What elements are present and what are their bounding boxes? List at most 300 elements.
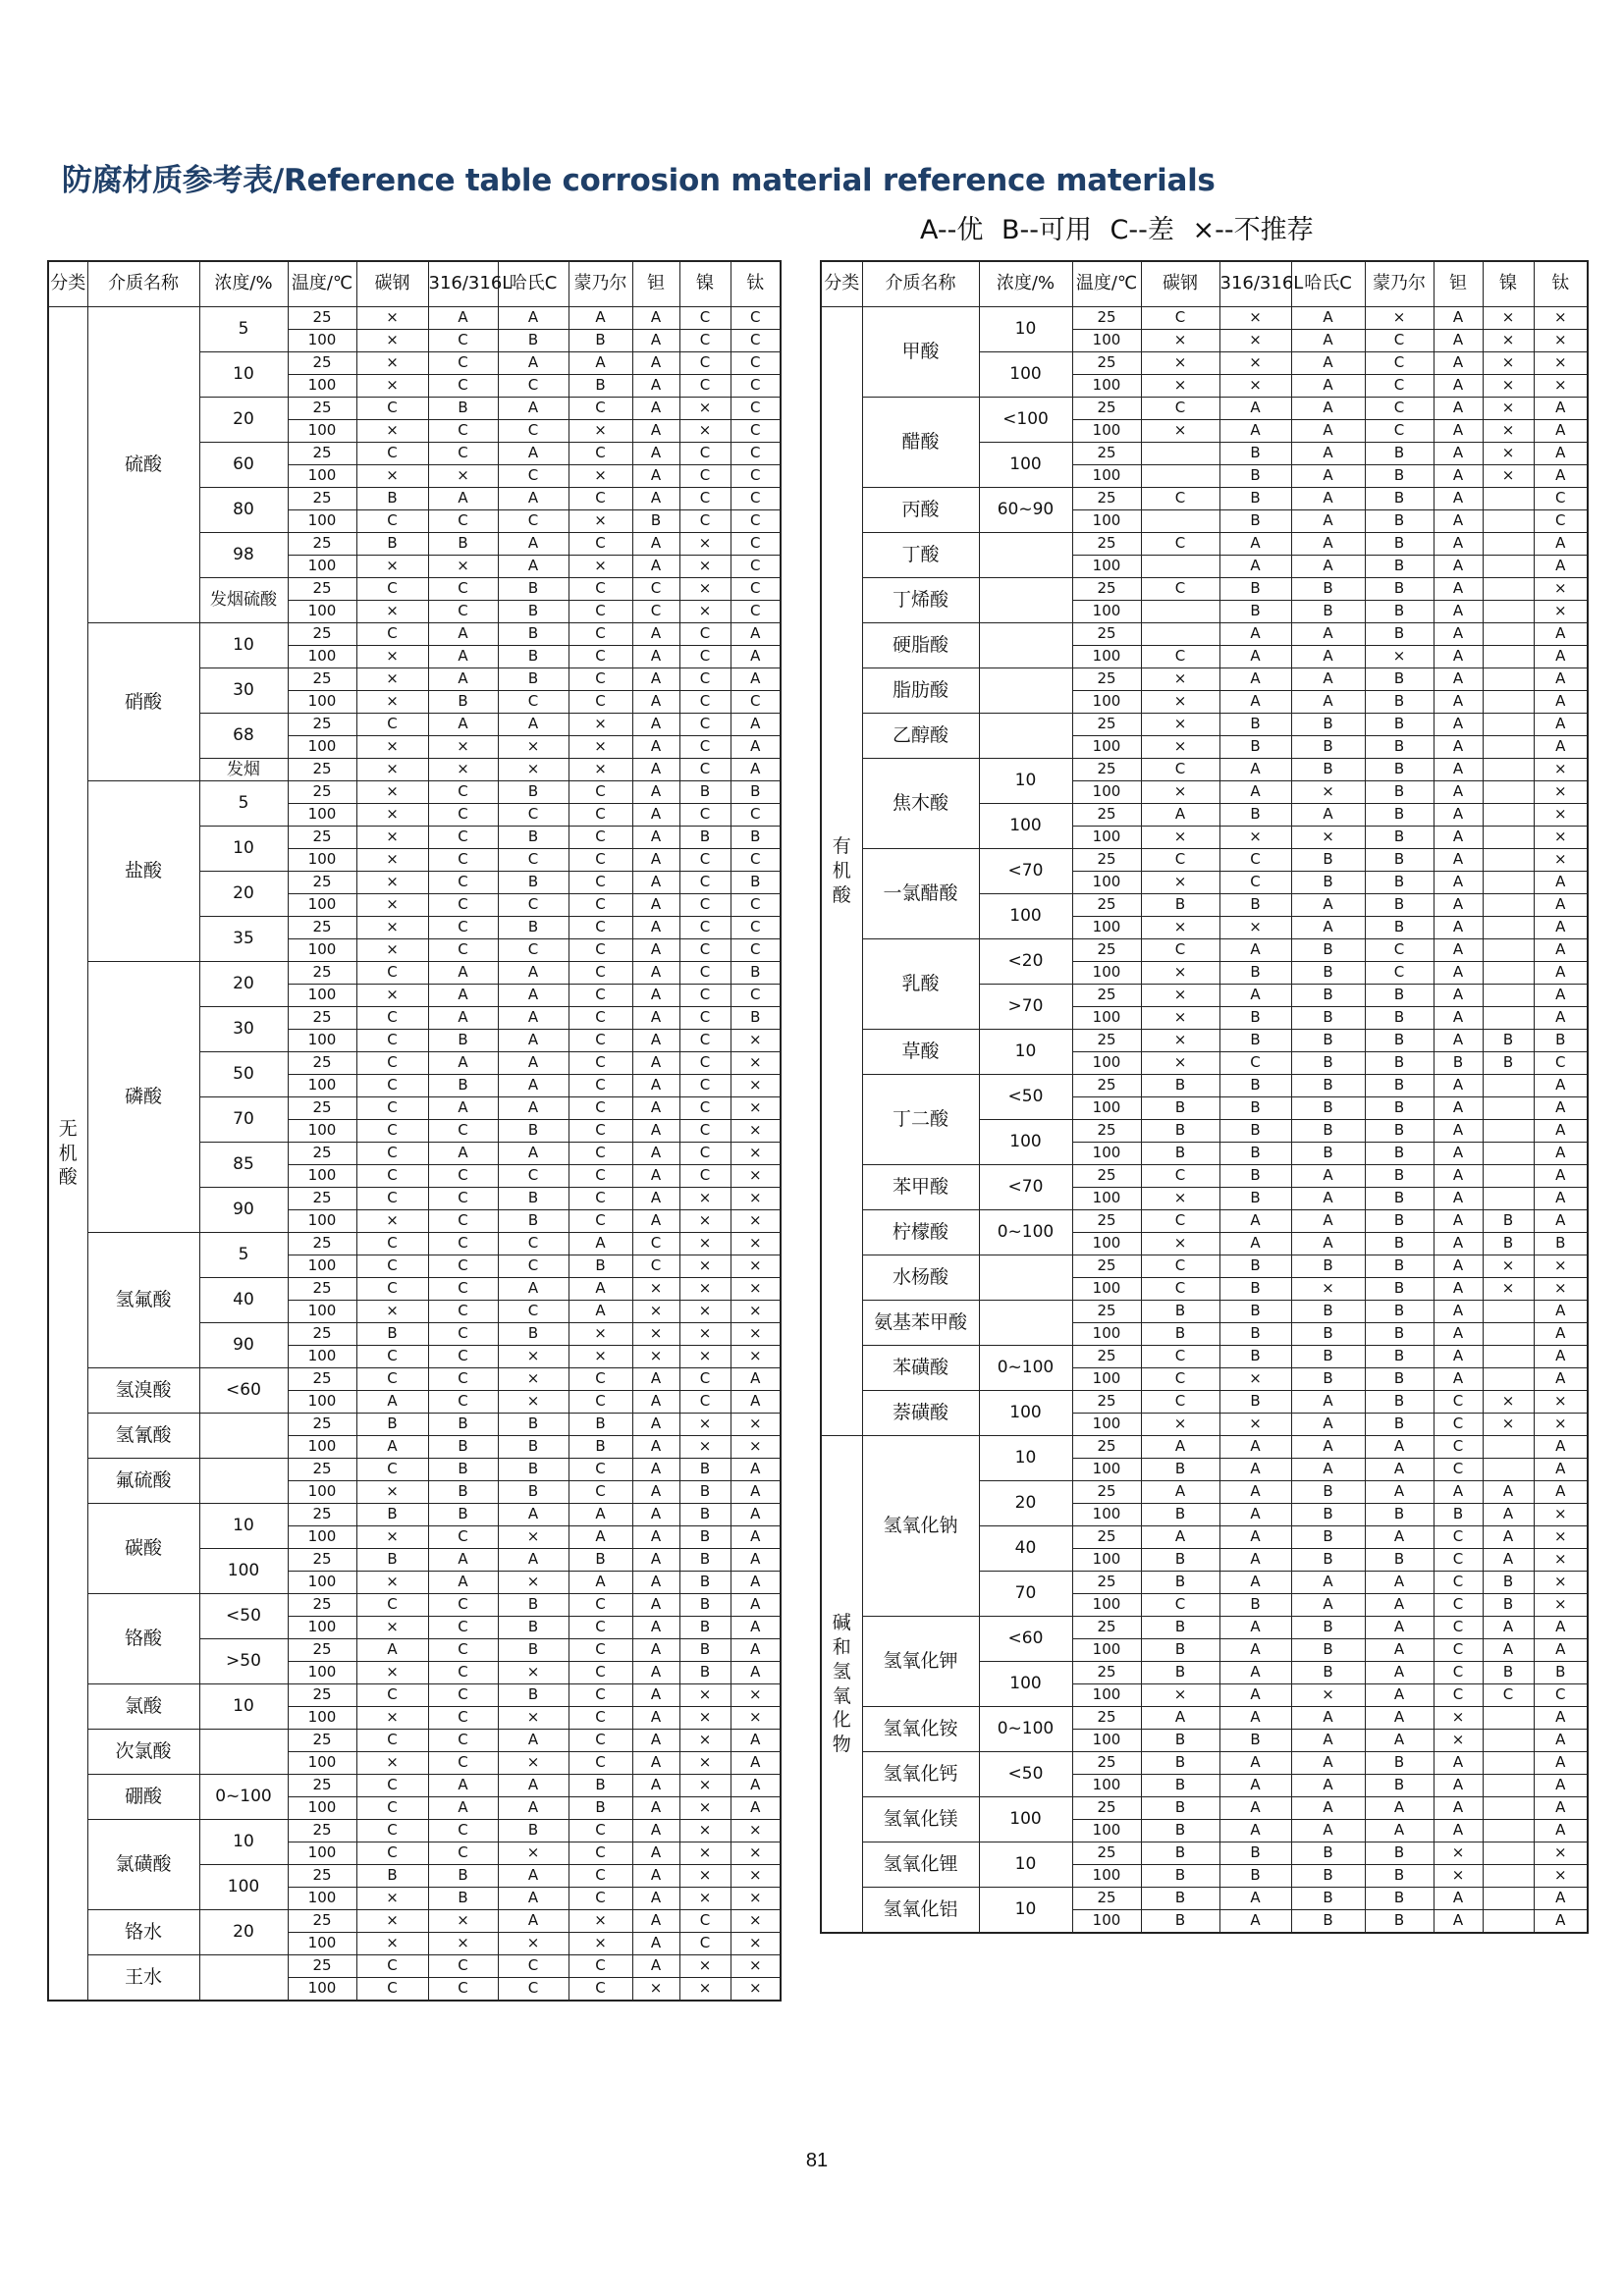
temperature-cell: 25 bbox=[1072, 488, 1141, 510]
concentration-cell: 10 bbox=[979, 1842, 1072, 1888]
rating-cell: A bbox=[1219, 1617, 1291, 1639]
rating-cell: B bbox=[1219, 736, 1291, 759]
rating-cell: C bbox=[356, 1842, 428, 1865]
rating-cell: C bbox=[679, 691, 731, 714]
rating-cell: A bbox=[428, 1775, 498, 1797]
rating-cell: C bbox=[1141, 533, 1219, 556]
rating-cell: C bbox=[356, 578, 428, 601]
rating-cell: A bbox=[632, 1459, 679, 1481]
rating-cell: B bbox=[1291, 1910, 1365, 1934]
temperature-cell: 100 bbox=[1072, 872, 1141, 894]
temperature-cell: 25 bbox=[288, 578, 356, 601]
temperature-cell: 100 bbox=[1072, 1684, 1141, 1707]
rating-cell: C bbox=[1141, 939, 1219, 962]
rating-cell: B bbox=[1365, 1504, 1434, 1526]
rating-cell: B bbox=[1291, 1346, 1365, 1368]
rating-cell: A bbox=[568, 307, 632, 330]
rating-cell: A bbox=[1291, 1820, 1365, 1842]
rating-cell: C bbox=[498, 510, 568, 533]
rating-cell: A bbox=[1434, 1910, 1483, 1934]
rating-cell: B bbox=[679, 1617, 731, 1639]
concentration-cell: 20 bbox=[199, 962, 288, 1007]
rating-cell: A bbox=[632, 872, 679, 894]
rating-cell: C bbox=[1141, 1210, 1219, 1233]
temperature-cell: 25 bbox=[1072, 1797, 1141, 1820]
rating-cell: B bbox=[1291, 1368, 1365, 1391]
rating-cell: × bbox=[731, 1143, 781, 1165]
rating-cell: C bbox=[498, 691, 568, 714]
rating-cell: × bbox=[1534, 307, 1588, 330]
rating-cell: C bbox=[498, 1165, 568, 1188]
rating-cell: A bbox=[428, 1549, 498, 1572]
rating-cell: A bbox=[1219, 1639, 1291, 1662]
rating-cell: A bbox=[1534, 1007, 1588, 1030]
table-row bbox=[48, 781, 781, 804]
rating-cell: × bbox=[1141, 1052, 1219, 1075]
temperature-cell: 25 bbox=[1072, 1346, 1141, 1368]
rating-cell: B bbox=[1141, 1775, 1219, 1797]
rating-cell: C bbox=[428, 1639, 498, 1662]
rating-cell: × bbox=[356, 872, 428, 894]
rating-cell: C bbox=[568, 1662, 632, 1684]
rating-cell bbox=[1483, 1143, 1534, 1165]
rating-cell: A bbox=[1483, 1504, 1534, 1526]
rating-cell: × bbox=[1534, 1414, 1588, 1436]
temperature-cell: 25 bbox=[288, 668, 356, 691]
rating-cell bbox=[1483, 578, 1534, 601]
rating-cell: A bbox=[1365, 1572, 1434, 1594]
rating-cell: B bbox=[1365, 1775, 1434, 1797]
rating-cell: C bbox=[1141, 759, 1219, 781]
rating-cell: × bbox=[1534, 759, 1588, 781]
temperature-cell: 100 bbox=[1072, 556, 1141, 578]
rating-cell: A bbox=[1434, 962, 1483, 985]
concentration-cell: 20 bbox=[979, 1481, 1072, 1526]
rating-cell: A bbox=[1534, 1301, 1588, 1323]
rating-cell: C bbox=[428, 1323, 498, 1346]
rating-cell: B bbox=[1141, 1820, 1219, 1842]
rating-cell: A bbox=[731, 1662, 781, 1684]
rating-cell bbox=[1483, 804, 1534, 827]
rating-cell: B bbox=[1219, 714, 1291, 736]
rating-cell: A bbox=[632, 804, 679, 827]
rating-cell: × bbox=[1219, 1414, 1291, 1436]
rating-cell: C bbox=[356, 1097, 428, 1120]
rating-cell: B bbox=[498, 827, 568, 849]
rating-cell: C bbox=[568, 804, 632, 827]
rating-cell: A bbox=[1434, 872, 1483, 894]
rating-cell: A bbox=[1291, 420, 1365, 443]
rating-cell: C bbox=[568, 1120, 632, 1143]
rating-cell: B bbox=[428, 1075, 498, 1097]
rating-cell: × bbox=[498, 1662, 568, 1684]
rating-cell bbox=[1483, 623, 1534, 646]
medium-name-cell: 硝酸 bbox=[87, 623, 199, 781]
table-row bbox=[821, 1888, 1588, 1910]
rating-cell: B bbox=[1365, 1301, 1434, 1323]
medium-name-cell: 铬水 bbox=[87, 1910, 199, 1955]
table-row bbox=[821, 1707, 1588, 1730]
rating-cell: A bbox=[731, 759, 781, 781]
rating-cell: A bbox=[1534, 714, 1588, 736]
rating-cell: A bbox=[1534, 1323, 1588, 1346]
rating-cell: B bbox=[1291, 1143, 1365, 1165]
medium-name-cell: 乳酸 bbox=[862, 939, 979, 1030]
rating-cell: A bbox=[498, 1052, 568, 1075]
temperature-cell: 100 bbox=[288, 1888, 356, 1910]
rating-cell: C bbox=[679, 849, 731, 872]
concentration-cell: 10 bbox=[199, 352, 288, 398]
rating-cell: B bbox=[428, 1865, 498, 1888]
rating-cell: A bbox=[498, 488, 568, 510]
rating-cell: B bbox=[1219, 1165, 1291, 1188]
rating-cell: C bbox=[568, 1481, 632, 1504]
rating-cell: A bbox=[1434, 668, 1483, 691]
right-table-body bbox=[821, 307, 1588, 1934]
temperature-cell: 100 bbox=[1072, 1639, 1141, 1662]
rating-cell: A bbox=[1291, 1165, 1365, 1188]
concentration-cell: 0~100 bbox=[979, 1210, 1072, 1255]
temperature-cell: 25 bbox=[288, 533, 356, 556]
rating-cell: C bbox=[428, 1842, 498, 1865]
rating-cell: B bbox=[1291, 1549, 1365, 1572]
rating-cell: B bbox=[1291, 1052, 1365, 1075]
table-row bbox=[821, 1752, 1588, 1775]
column-header: 分类 bbox=[48, 261, 87, 307]
rating-cell: B bbox=[1534, 1662, 1588, 1684]
rating-cell: × bbox=[1141, 375, 1219, 398]
rating-cell: × bbox=[356, 1210, 428, 1233]
rating-cell: A bbox=[632, 398, 679, 420]
rating-cell: A bbox=[1219, 1481, 1291, 1504]
concentration-cell: <60 bbox=[979, 1617, 1072, 1662]
rating-cell: A bbox=[428, 623, 498, 646]
temperature-cell: 25 bbox=[288, 1549, 356, 1572]
rating-cell: × bbox=[428, 759, 498, 781]
rating-cell: C bbox=[568, 849, 632, 872]
rating-cell: × bbox=[1141, 352, 1219, 375]
rating-cell: A bbox=[1534, 917, 1588, 939]
rating-cell: C bbox=[731, 443, 781, 465]
rating-cell: B bbox=[679, 781, 731, 804]
rating-cell: C bbox=[568, 1707, 632, 1730]
rating-cell: C bbox=[1141, 1255, 1219, 1278]
rating-cell: A bbox=[1291, 1188, 1365, 1210]
rating-cell: B bbox=[1219, 1188, 1291, 1210]
temperature-cell: 25 bbox=[288, 1684, 356, 1707]
rating-cell: × bbox=[1141, 985, 1219, 1007]
rating-cell: × bbox=[731, 1120, 781, 1143]
temperature-cell: 100 bbox=[288, 1617, 356, 1639]
rating-cell: B bbox=[1483, 1030, 1534, 1052]
column-header: 316/316L bbox=[428, 261, 498, 307]
rating-cell: C bbox=[568, 1684, 632, 1707]
rating-cell: × bbox=[731, 1820, 781, 1842]
rating-cell: C bbox=[568, 1842, 632, 1865]
rating-cell: B bbox=[1365, 1414, 1434, 1436]
rating-cell: × bbox=[731, 1978, 781, 2002]
temperature-cell: 100 bbox=[288, 894, 356, 917]
concentration-cell: 发烟 bbox=[199, 759, 288, 781]
rating-cell: A bbox=[1219, 1797, 1291, 1820]
rating-cell: × bbox=[568, 420, 632, 443]
rating-cell: A bbox=[632, 1910, 679, 1933]
rating-cell: C bbox=[356, 1165, 428, 1188]
rating-cell: A bbox=[1434, 1210, 1483, 1233]
rating-cell: A bbox=[1434, 1481, 1483, 1504]
rating-cell: A bbox=[632, 1526, 679, 1549]
rating-cell: B bbox=[1291, 872, 1365, 894]
rating-cell: A bbox=[632, 1842, 679, 1865]
rating-cell: A bbox=[632, 714, 679, 736]
rating-cell: A bbox=[1141, 1481, 1219, 1504]
rating-cell: B bbox=[1219, 578, 1291, 601]
rating-cell: × bbox=[1434, 1707, 1483, 1730]
rating-cell: C bbox=[568, 1865, 632, 1888]
concentration-cell: 100 bbox=[979, 443, 1072, 488]
rating-cell: A bbox=[1434, 420, 1483, 443]
rating-cell: × bbox=[1483, 1278, 1534, 1301]
rating-cell bbox=[1483, 556, 1534, 578]
rating-cell: C bbox=[568, 1459, 632, 1481]
temperature-cell: 100 bbox=[288, 1255, 356, 1278]
rating-cell: C bbox=[731, 420, 781, 443]
rating-cell: A bbox=[1534, 894, 1588, 917]
temperature-cell: 100 bbox=[288, 1978, 356, 2002]
rating-cell: × bbox=[498, 1346, 568, 1368]
temperature-cell: 25 bbox=[1072, 939, 1141, 962]
rating-cell: A bbox=[1434, 939, 1483, 962]
concentration-cell bbox=[199, 1730, 288, 1775]
rating-cell: A bbox=[1434, 556, 1483, 578]
rating-cell: A bbox=[428, 985, 498, 1007]
header-row bbox=[821, 261, 1588, 307]
rating-cell: C bbox=[731, 601, 781, 623]
rating-cell: × bbox=[356, 1933, 428, 1955]
rating-cell: A bbox=[498, 533, 568, 556]
rating-cell: C bbox=[731, 330, 781, 352]
rating-cell: C bbox=[356, 1684, 428, 1707]
rating-cell: A bbox=[1434, 804, 1483, 827]
rating-cell: A bbox=[1534, 420, 1588, 443]
rating-cell: × bbox=[1141, 827, 1219, 849]
rating-cell: × bbox=[731, 1888, 781, 1910]
rating-cell: B bbox=[1141, 1730, 1219, 1752]
concentration-cell: 10 bbox=[979, 1436, 1072, 1481]
rating-cell bbox=[1483, 646, 1534, 668]
rating-cell: C bbox=[1141, 646, 1219, 668]
rating-cell: × bbox=[679, 1346, 731, 1368]
temperature-cell: 100 bbox=[1072, 1414, 1141, 1436]
temperature-cell: 25 bbox=[1072, 1707, 1141, 1730]
rating-cell: × bbox=[428, 736, 498, 759]
table-row bbox=[821, 1165, 1588, 1188]
rating-cell: A bbox=[632, 1820, 679, 1842]
rating-cell: × bbox=[498, 1842, 568, 1865]
rating-cell: C bbox=[1141, 307, 1219, 330]
rating-cell: × bbox=[356, 1481, 428, 1504]
rating-cell: A bbox=[498, 1888, 568, 1910]
rating-cell: A bbox=[1534, 1188, 1588, 1210]
rating-cell: A bbox=[1291, 646, 1365, 668]
rating-cell: C bbox=[679, 714, 731, 736]
rating-cell: B bbox=[1291, 1255, 1365, 1278]
rating-cell: × bbox=[356, 1617, 428, 1639]
temperature-cell: 100 bbox=[1072, 646, 1141, 668]
rating-cell: B bbox=[1534, 1030, 1588, 1052]
rating-cell: A bbox=[632, 1210, 679, 1233]
rating-cell: C bbox=[679, 443, 731, 465]
rating-cell: C bbox=[679, 623, 731, 646]
rating-cell: B bbox=[1291, 578, 1365, 601]
rating-cell: C bbox=[679, 872, 731, 894]
medium-name-cell: 氢氧化镁 bbox=[862, 1797, 979, 1842]
rating-cell: B bbox=[1365, 1368, 1434, 1391]
rating-cell: × bbox=[731, 1278, 781, 1301]
rating-cell: C bbox=[428, 1233, 498, 1255]
rating-cell: A bbox=[1534, 985, 1588, 1007]
temperature-cell: 100 bbox=[1072, 1820, 1141, 1842]
rating-cell: C bbox=[356, 1030, 428, 1052]
temperature-cell: 25 bbox=[1072, 1526, 1141, 1549]
medium-name-cell: 草酸 bbox=[862, 1030, 979, 1075]
rating-cell bbox=[1483, 759, 1534, 781]
rating-cell: A bbox=[1434, 1075, 1483, 1097]
concentration-cell: 100 bbox=[979, 1120, 1072, 1165]
rating-cell: C bbox=[632, 601, 679, 623]
rating-cell: A bbox=[632, 1933, 679, 1955]
rating-cell: × bbox=[679, 533, 731, 556]
rating-cell: C bbox=[1434, 1459, 1483, 1481]
rating-cell: A bbox=[1291, 465, 1365, 488]
rating-cell: B bbox=[679, 1481, 731, 1504]
concentration-cell: 40 bbox=[979, 1526, 1072, 1572]
rating-cell: A bbox=[498, 1797, 568, 1820]
rating-cell: B bbox=[1219, 1097, 1291, 1120]
rating-cell: B bbox=[1141, 1639, 1219, 1662]
left-table-body bbox=[48, 307, 781, 2002]
rating-cell: A bbox=[1534, 1820, 1588, 1842]
rating-cell: C bbox=[498, 1255, 568, 1278]
rating-cell: A bbox=[632, 1865, 679, 1888]
rating-cell: B bbox=[731, 781, 781, 804]
rating-cell: B bbox=[1141, 1910, 1219, 1934]
category-cell: 无机酸 bbox=[48, 307, 87, 2002]
rating-cell: B bbox=[1365, 1346, 1434, 1368]
rating-cell: C bbox=[356, 623, 428, 646]
table-row bbox=[48, 962, 781, 985]
rating-cell bbox=[1483, 1007, 1534, 1030]
rating-cell: C bbox=[679, 1933, 731, 1955]
rating-cell: A bbox=[632, 1684, 679, 1707]
table-row bbox=[821, 668, 1588, 691]
rating-cell: C bbox=[568, 872, 632, 894]
rating-cell: C bbox=[679, 1910, 731, 1933]
rating-cell: A bbox=[498, 1030, 568, 1052]
rating-cell bbox=[1483, 962, 1534, 985]
rating-cell: A bbox=[1534, 1639, 1588, 1662]
temperature-cell: 25 bbox=[1072, 1481, 1141, 1504]
temperature-cell: 100 bbox=[288, 1301, 356, 1323]
rating-cell: × bbox=[731, 1414, 781, 1436]
rating-cell: A bbox=[428, 714, 498, 736]
rating-cell: A bbox=[1534, 465, 1588, 488]
rating-cell: A bbox=[1219, 759, 1291, 781]
rating-cell: × bbox=[1534, 1526, 1588, 1549]
temperature-cell: 100 bbox=[1072, 510, 1141, 533]
rating-cell: A bbox=[1291, 917, 1365, 939]
concentration-cell: 50 bbox=[199, 1052, 288, 1097]
rating-cell: B bbox=[632, 510, 679, 533]
rating-cell: A bbox=[731, 1752, 781, 1775]
rating-cell: C bbox=[731, 398, 781, 420]
temperature-cell: 25 bbox=[1072, 1075, 1141, 1097]
rating-cell: C bbox=[1434, 1549, 1483, 1572]
rating-cell: B bbox=[1291, 601, 1365, 623]
table-row bbox=[821, 1301, 1588, 1323]
rating-cell: C bbox=[1434, 1684, 1483, 1707]
table-row bbox=[821, 759, 1588, 781]
concentration-cell bbox=[979, 1301, 1072, 1346]
temperature-cell: 100 bbox=[1072, 601, 1141, 623]
rating-cell: C bbox=[731, 556, 781, 578]
rating-cell: × bbox=[1483, 465, 1534, 488]
rating-cell: B bbox=[568, 330, 632, 352]
rating-cell bbox=[1483, 849, 1534, 872]
rating-cell: × bbox=[1483, 1414, 1534, 1436]
rating-cell: A bbox=[1219, 1436, 1291, 1459]
rating-cell: A bbox=[632, 759, 679, 781]
table-row bbox=[821, 714, 1588, 736]
rating-cell: C bbox=[679, 1120, 731, 1143]
rating-cell: A bbox=[632, 917, 679, 939]
rating-cell: × bbox=[1141, 330, 1219, 352]
medium-name-cell: 盐酸 bbox=[87, 781, 199, 962]
rating-cell: A bbox=[1434, 510, 1483, 533]
rating-cell: × bbox=[1434, 1865, 1483, 1888]
rating-cell bbox=[1483, 668, 1534, 691]
rating-cell: A bbox=[1534, 1752, 1588, 1775]
temperature-cell: 25 bbox=[288, 1143, 356, 1165]
rating-cell: A bbox=[1434, 1007, 1483, 1030]
temperature-cell: 100 bbox=[288, 330, 356, 352]
concentration-cell: 68 bbox=[199, 714, 288, 759]
rating-cell: C bbox=[1534, 1684, 1588, 1707]
rating-cell: C bbox=[568, 668, 632, 691]
rating-cell: B bbox=[1219, 804, 1291, 827]
rating-cell: A bbox=[1534, 1368, 1588, 1391]
rating-cell bbox=[1483, 1097, 1534, 1120]
rating-cell: C bbox=[568, 1368, 632, 1391]
rating-cell: × bbox=[679, 1707, 731, 1730]
rating-cell: C bbox=[632, 578, 679, 601]
concentration-cell bbox=[199, 1414, 288, 1459]
temperature-cell: 100 bbox=[1072, 962, 1141, 985]
rating-cell: × bbox=[498, 736, 568, 759]
column-header: 碳钢 bbox=[356, 261, 428, 307]
temperature-cell: 100 bbox=[1072, 781, 1141, 804]
rating-cell: A bbox=[1434, 1368, 1483, 1391]
temperature-cell: 100 bbox=[288, 804, 356, 827]
rating-cell: × bbox=[679, 1752, 731, 1775]
rating-cell: × bbox=[568, 1933, 632, 1955]
rating-cell: B bbox=[1291, 1504, 1365, 1526]
rating-cell: × bbox=[731, 1097, 781, 1120]
rating-cell: C bbox=[356, 1007, 428, 1030]
table-row bbox=[821, 939, 1588, 962]
rating-cell: C bbox=[731, 894, 781, 917]
temperature-cell: 100 bbox=[1072, 691, 1141, 714]
